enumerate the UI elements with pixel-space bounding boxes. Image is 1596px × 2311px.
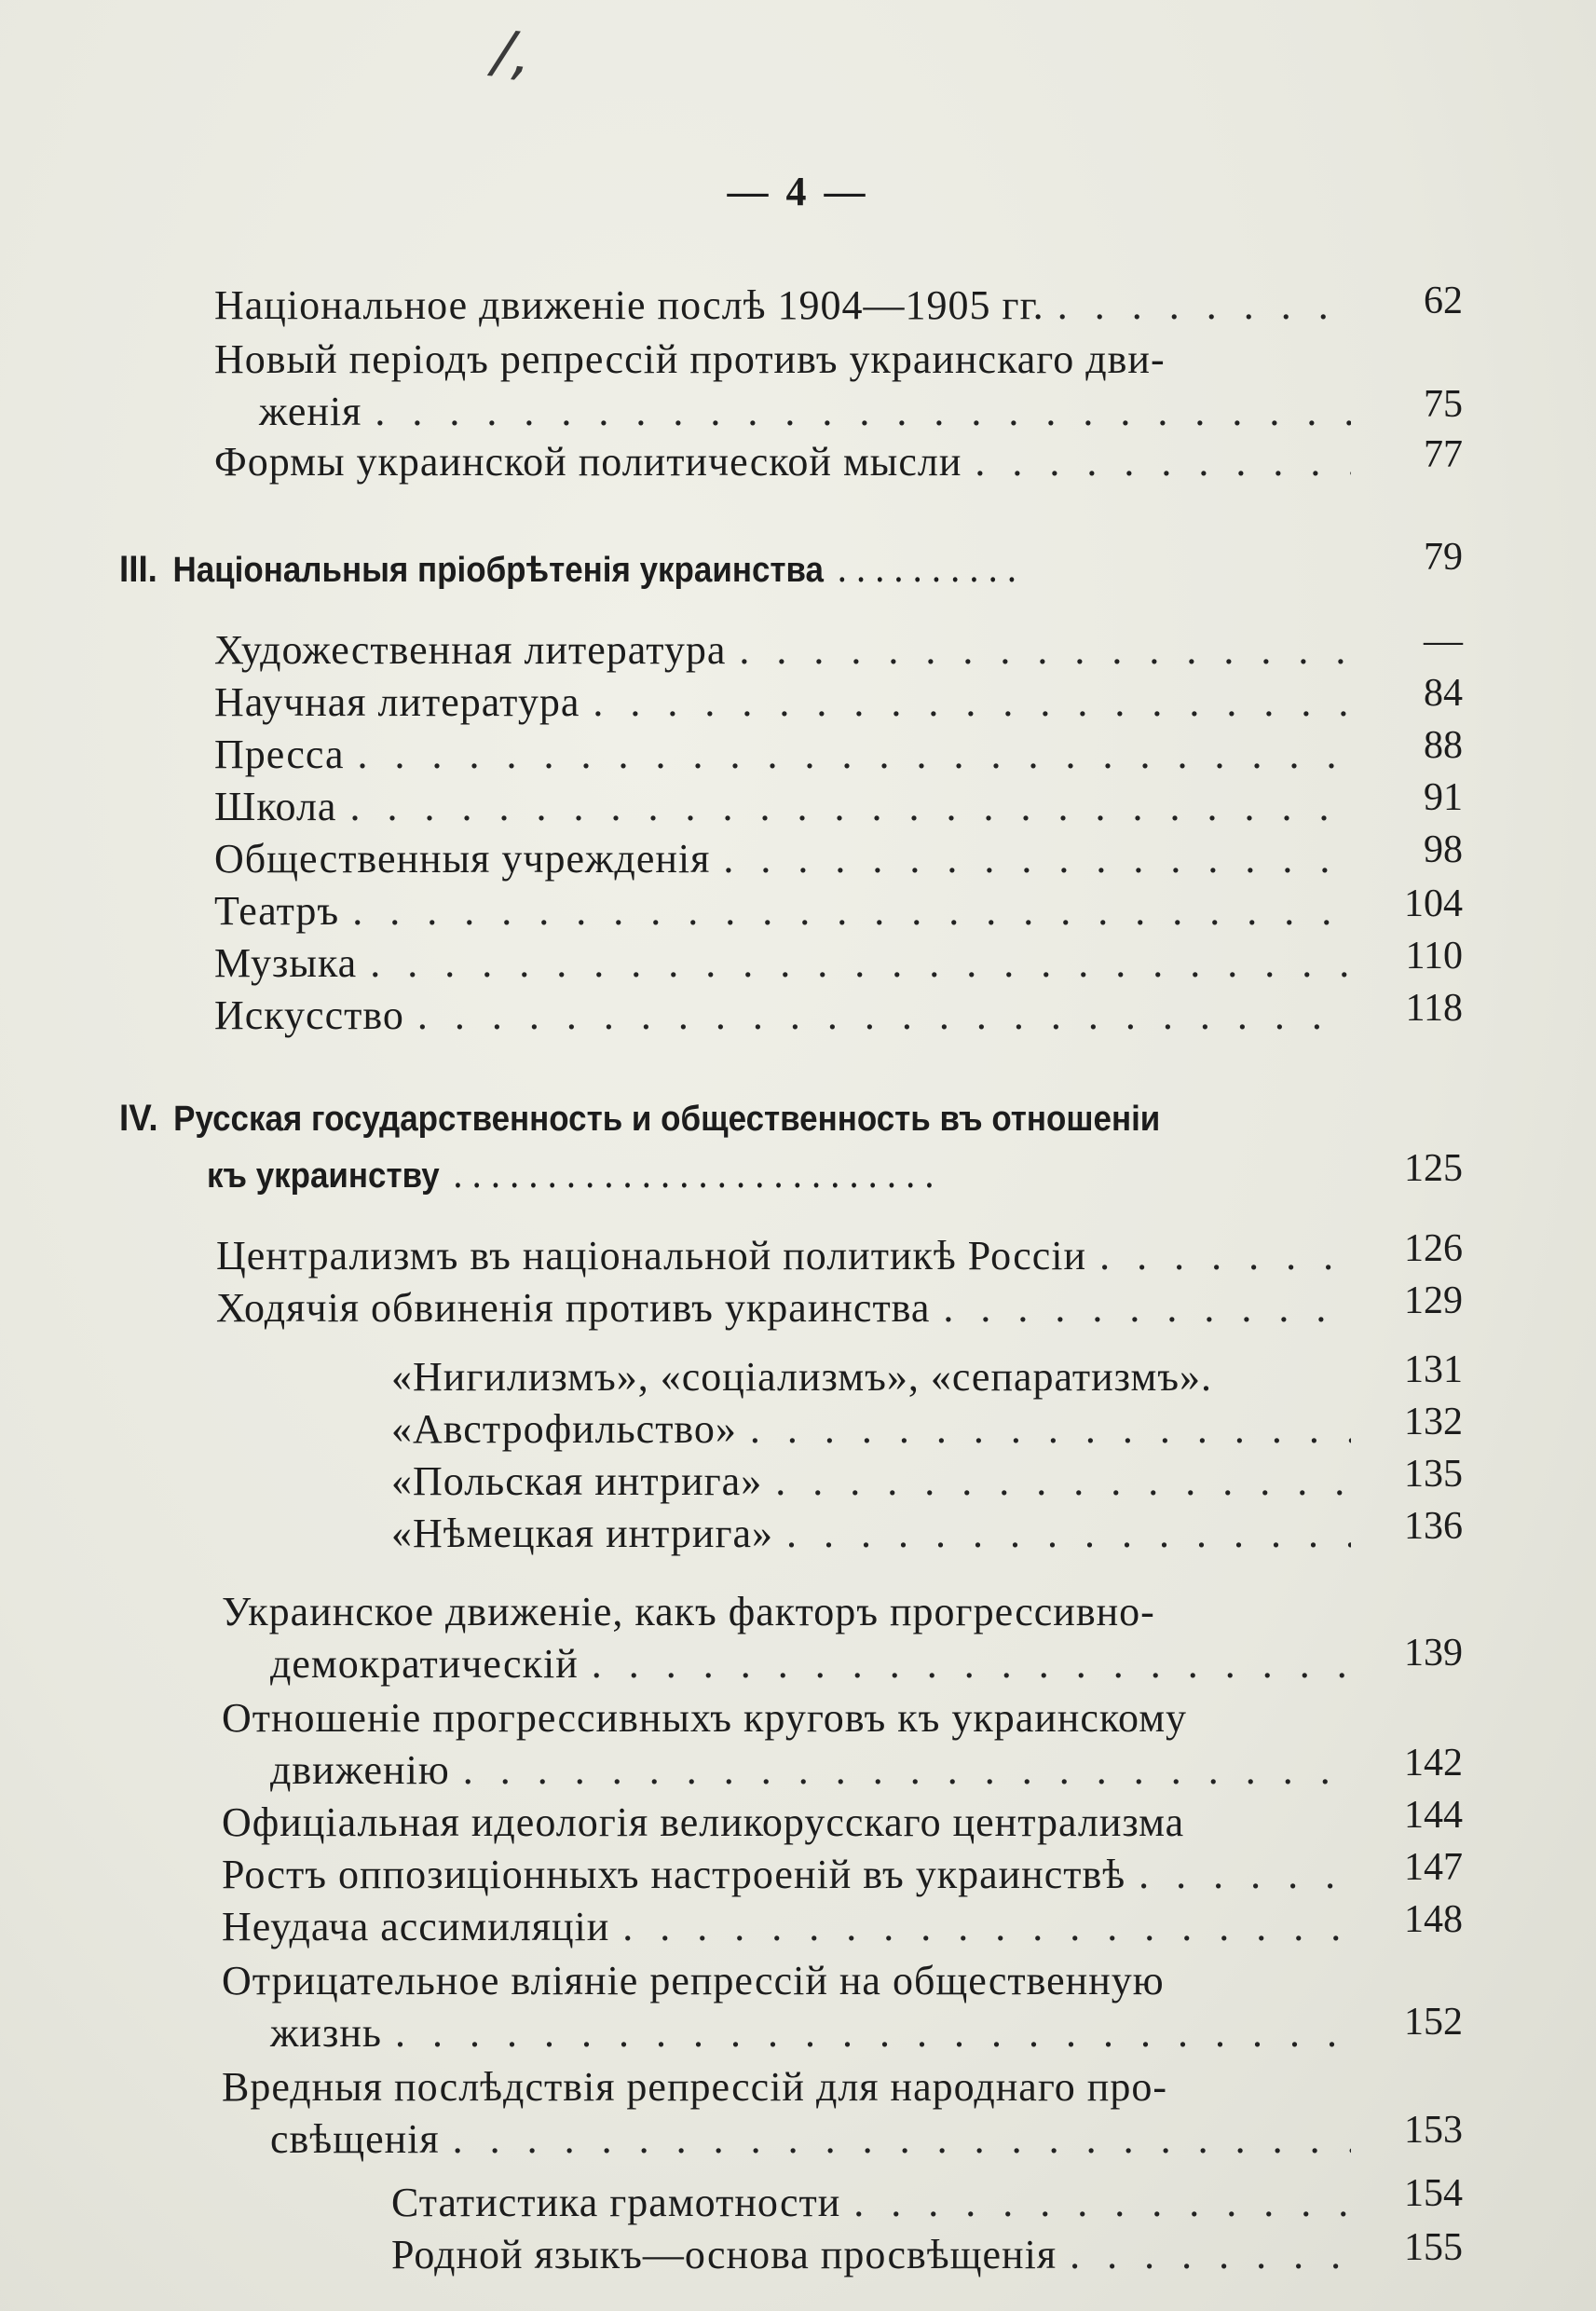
- toc-entry-text: Отрицательное вліяніе репрессій на общественную: [222, 1958, 1165, 2003]
- toc-entry-cont: [270, 2007, 1360, 2059]
- dot-leader: [723, 833, 1351, 885]
- toc-entry: [222, 1849, 1360, 1901]
- toc-entry-text: «Польская интрига»: [391, 1458, 763, 1504]
- toc-entry-text: Ростъ оппозиціонныхъ настроеній въ украинствѣ: [222, 1852, 1126, 1897]
- toc-subentry: [391, 2229, 1360, 2281]
- dot-leader: [1057, 280, 1351, 332]
- dot-leader: [395, 2007, 1351, 2059]
- toc-entry-page: 129: [1404, 1279, 1463, 1322]
- toc-entry: [259, 386, 1360, 438]
- toc-entry-page: 135: [1404, 1453, 1463, 1496]
- toc-entry-cont: [270, 1744, 1360, 1797]
- toc-entry-text: Офиціальная идеологія великорусскаго централизма: [222, 1799, 1185, 1845]
- toc-entry-page: 144: [1404, 1794, 1463, 1837]
- dot-leader: [463, 1744, 1351, 1797]
- toc-entry-text: Пресса: [214, 732, 345, 777]
- toc-entry: [214, 781, 1360, 833]
- toc-entry: [214, 885, 1360, 937]
- dot-leader: [370, 937, 1351, 990]
- toc-entry: [222, 1797, 1360, 1849]
- dot-leader: [352, 885, 1351, 937]
- toc-entry: [216, 1282, 1360, 1334]
- toc-entry: [216, 1230, 1360, 1282]
- toc-entry-page: 154: [1404, 2172, 1463, 2215]
- toc-entry-text: Искусство: [214, 992, 404, 1038]
- section-page: 79: [1424, 536, 1463, 579]
- toc-entry-page: 132: [1404, 1401, 1463, 1443]
- toc-entry: [214, 436, 1360, 488]
- toc-entry-page: 84: [1424, 672, 1463, 715]
- dot-leader: [417, 990, 1351, 1042]
- toc-entry-page: 148: [1404, 1898, 1463, 1941]
- toc-entry: [214, 677, 1360, 729]
- dot-leader: [349, 781, 1351, 833]
- toc-subentry: [391, 2177, 1360, 2229]
- toc-entry-text: Общественныя учрежденія: [214, 836, 711, 882]
- pencil-mark: /,: [490, 17, 536, 89]
- toc-entry-text: Школа: [214, 784, 337, 829]
- toc-entry-text: Отношеніе прогрессивныхъ круговъ къ украинскому: [222, 1695, 1188, 1741]
- toc-entry: [214, 833, 1360, 885]
- dot-leader: [786, 1508, 1351, 1560]
- toc-entry: [214, 990, 1360, 1042]
- toc-entry-page: 147: [1404, 1846, 1463, 1889]
- toc-entry-text: Родной языкъ—основа просвѣщенія: [391, 2232, 1057, 2277]
- toc-entry: [222, 2061, 1360, 2113]
- toc-entry-page: 131: [1404, 1348, 1463, 1391]
- section-heading: [119, 1092, 1336, 1145]
- toc-entry-page: 118: [1405, 987, 1463, 1030]
- toc-entry-page: 152: [1404, 2001, 1463, 2044]
- section-title-line1: Русская государственность и общественность въ отношеніи: [173, 1100, 1161, 1139]
- toc-entry-text: Музыка: [214, 940, 358, 986]
- toc-entry-page: 91: [1424, 776, 1463, 819]
- dot-leader: [739, 624, 1351, 677]
- toc-entry: [222, 1586, 1360, 1638]
- toc-entry-text: Украинское движеніе, какъ факторъ прогрессивно-: [222, 1589, 1155, 1634]
- toc-entry-page: 126: [1404, 1227, 1463, 1270]
- toc-subentry: [391, 1403, 1360, 1456]
- section-heading-cont: [207, 1148, 1321, 1202]
- toc-entry: [222, 1692, 1360, 1744]
- dot-leader: [1070, 2229, 1351, 2281]
- section-title-line2: къ украинству: [207, 1156, 440, 1196]
- toc-entry-text: Театръ: [214, 888, 340, 934]
- dot-leader: [358, 729, 1351, 781]
- dot-leader: [1139, 1849, 1351, 1901]
- toc-entry-text: Новый періодъ репрессій противъ украинскаго дви-: [214, 336, 1166, 382]
- toc-subentry: [391, 1351, 1360, 1403]
- toc-subentry: [391, 1456, 1360, 1508]
- toc-entry-text: Научная литература: [214, 679, 580, 725]
- toc-entry-page: 88: [1424, 724, 1463, 767]
- toc-entry-page: 139: [1404, 1632, 1463, 1675]
- toc-entry-text: «Австрофильство»: [391, 1406, 737, 1452]
- toc-entry-text: Художественная литература: [214, 627, 727, 673]
- dot-leader: . . . . . . . . . . . . . . . . . . . . . . . . . .: [453, 1151, 934, 1197]
- toc-entry: [214, 280, 1360, 332]
- toc-entry-page: 75: [1424, 383, 1463, 426]
- toc-entry-page: 153: [1404, 2109, 1463, 2152]
- section-heading: [119, 542, 1303, 596]
- dot-leader: [750, 1403, 1351, 1456]
- toc-entry-page: —: [1424, 620, 1463, 663]
- dot-leader: [375, 386, 1351, 438]
- toc-entry-page: 142: [1404, 1742, 1463, 1785]
- toc-entry: [222, 1901, 1360, 1953]
- toc-entry: [222, 1955, 1360, 2007]
- dot-leader: [1099, 1230, 1351, 1282]
- toc-entry-text: движенію: [270, 1747, 450, 1793]
- dot-leader: [593, 677, 1351, 729]
- toc-entry: [214, 729, 1360, 781]
- toc-entry-page: 62: [1424, 280, 1463, 322]
- section-numeral: IV.: [119, 1098, 158, 1139]
- toc-entry-text: женія: [259, 389, 362, 434]
- dot-leader: [592, 1638, 1351, 1690]
- toc-entry-text: свѣщенія: [270, 2116, 440, 2162]
- section-numeral: III.: [119, 549, 157, 590]
- dot-leader: [943, 1282, 1351, 1334]
- toc-entry: [214, 334, 1360, 386]
- toc-entry-text: Статистика грамотности: [391, 2180, 841, 2225]
- toc-entry-text: Централизмъ въ національной политикѣ Россіи: [216, 1233, 1087, 1279]
- toc-entry-cont: [270, 1638, 1360, 1690]
- toc-entry-text: «Нѣмецкая интрига»: [391, 1511, 774, 1556]
- section-page: 125: [1404, 1147, 1463, 1190]
- toc-entry-text: Неудача ассимиляціи: [222, 1904, 610, 1949]
- dot-leader: [775, 1456, 1351, 1508]
- toc-entry-page: 98: [1424, 828, 1463, 871]
- section-title: Національныя пріобрѣтенія украинства: [172, 551, 824, 590]
- toc-entry-page: 77: [1424, 433, 1463, 476]
- dot-leader: . . . . . . . . . .: [837, 545, 1016, 591]
- toc-entry-text: Ходячія обвиненія противъ украинства: [216, 1285, 931, 1331]
- dot-leader: [453, 2113, 1351, 2166]
- toc-entry-text: Вредныя послѣдствія репрессій для народнаго про-: [222, 2064, 1167, 2110]
- toc-entry: [214, 937, 1360, 990]
- toc-entry-text: «Нигилизмъ», «соціализмъ», «сепаратизмъ».: [391, 1354, 1213, 1400]
- toc-entry-text: Формы украинской политической мысли: [214, 439, 962, 485]
- toc-subentry: [391, 1508, 1360, 1560]
- toc-entry-page: 110: [1405, 935, 1463, 978]
- toc-entry: [214, 624, 1360, 677]
- toc-entry-page: 136: [1404, 1505, 1463, 1548]
- toc-entry-text: Національное движеніе послѣ 1904—1905 гг.: [214, 282, 1044, 328]
- dot-leader: [975, 436, 1351, 488]
- toc-entry-text: демократическій: [270, 1641, 579, 1687]
- page-number: — 4 —: [727, 169, 869, 214]
- dot-leader: [853, 2177, 1351, 2229]
- toc-entry-page: 104: [1404, 882, 1463, 925]
- toc-entry-cont: [270, 2113, 1360, 2166]
- toc-entry-page: 155: [1404, 2226, 1463, 2269]
- toc-entry-text: жизнь: [270, 2010, 382, 2056]
- dot-leader: [622, 1901, 1351, 1953]
